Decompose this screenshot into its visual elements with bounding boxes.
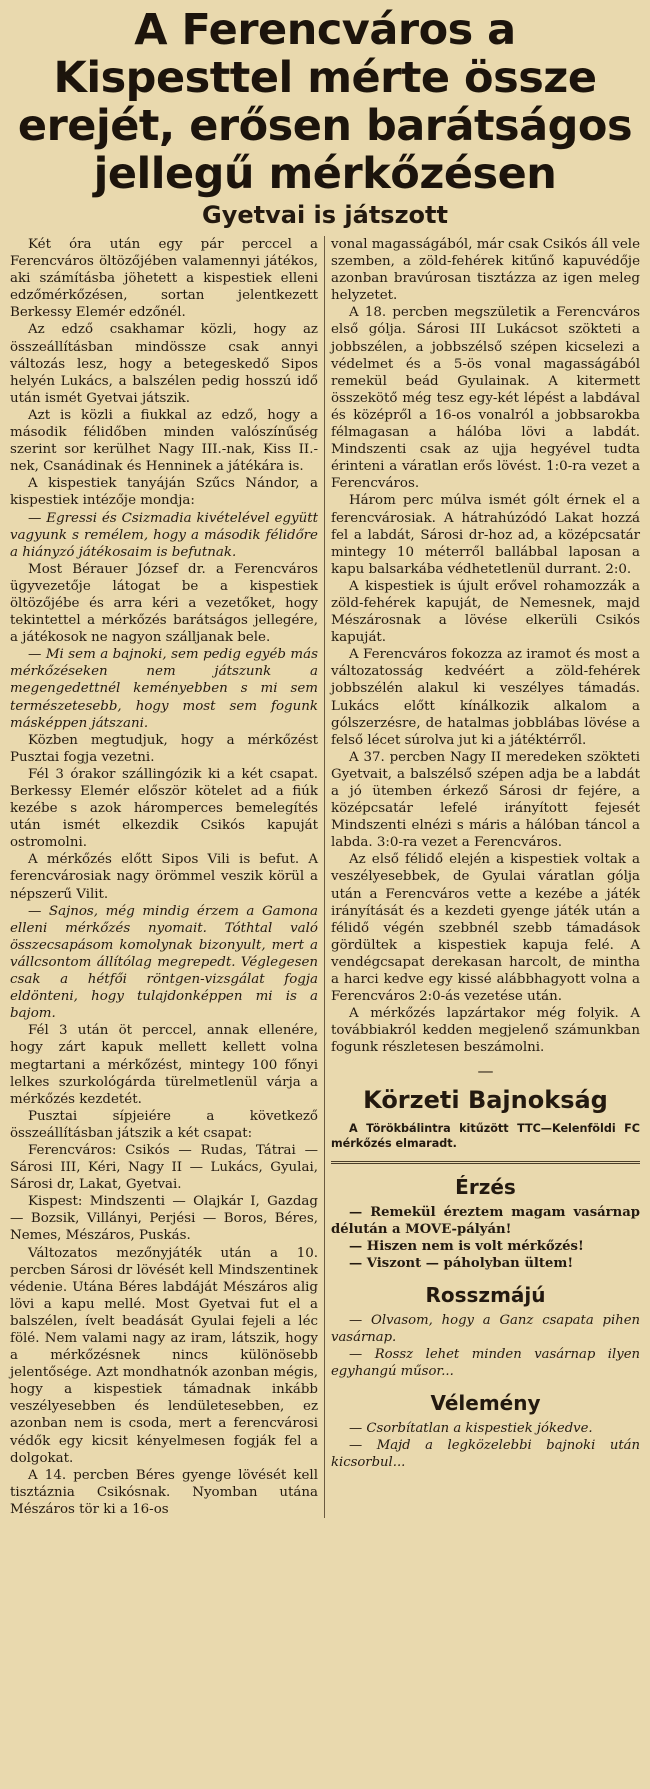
article-paragraph: — Sajnos, még mindig érzem a Gamona elleni mérkőzés nyomait. Tóthtal való összecsapásom komolynak bizonyult, mert a vállcsontom állítólag megrepedt. Véglegesen csak a hétfői röntgen-vizsgálat fogja eldönteni, hogy tulajdonképpen mi is a bajom. — [10, 903, 318, 1022]
joke-title: Rosszmájú — [425, 1282, 546, 1307]
joke-line: — Csorbítatlan a kispestiek jókedve. — [349, 1420, 593, 1436]
article-columns — [10, 236, 640, 1518]
article-paragraph: A Ferencváros fokozza az iramot és most a változatosság kedvéért a zöld-fehérek jobbszélén alakul ki veszélyes támadás. Lukács előtt kínálkozik alkalom a gólszerzésre, de hatalmas jobblábas lövése a felső lécet súrolva jut ki a játéktérről. — [331, 647, 640, 748]
joke-line: — Remekül éreztem magam vasárnap délután a MOVE-pályán! — [331, 1204, 640, 1237]
article-paragraph: A 18. percben megszületik a Ferencváros első gólja. Sárosi III Lukácsot szökteti a jobbszélen, a jobbszélső szépen kicselezi a védelmet és a 5-ös vonal magasságából remekül beád Gyulainak. A kitermett összekötő még tesz egy-két lépést a labdával és középről a 16-os vonalról a jobbsarokba félmagasan a hálóba lövi a labdát. Mindszenti csak az ujja hegyével tudta érinteni a váratlan erős lövést. 1:0-ra vezet a Ferencváros. — [331, 305, 640, 492]
article-paragraph: — Egressi és Csizmadia kivételével együtt vagyunk s remélem, hogy a második félidőre a hiányzó játékosaim is befutnak. — [10, 510, 318, 560]
article-paragraph: Három perc múlva ismét gólt érnek el a ferencvárosiak. A hátrahúzódó Lakat hozzá fel a labdát, Sárosi dr-hoz ad, a középcsatár mintegy 10 méterről ballábbal laposan a kapu balsarkába védhetetlenül durrant. 2:0. — [331, 493, 640, 577]
article-paragraph: Az edző csakhamar közli, hogy az összeállításban mindössze csak annyi változás lesz, hogy a betegeskedő Sipos helyén Lukács, a balszélen pedig hosszú idő után ismét Gyetvai játszik. — [10, 322, 318, 406]
article-paragraph: Változatos mezőnyjáték után a 10. percben Sárosi dr lövését kell Mindszentinek védenie. Utána Béres labdáját Mészáros alig lövi a kapu mellé. Most Gyetvai fut el a balszélen, ívelt beadását Gyulai fejeli a léc fölé. Nem valami nagy az iram, látszik, hogy a mérkőzésnek nincs különösebb jelentősége. Azt mondhatnók azonban mégis, hogy a kispestiek támadnak inkább veszélyesebben és lendületesebben, ez azonban nem is csoda, mert a ferencvárosi védők egy kicsit kényelmesen fogják fel a dolgokat. — [10, 1245, 318, 1466]
joke-line: — Rossz lehet minden vasárnap ilyen egyhangú műsor... — [331, 1346, 640, 1379]
article-paragraph: A 14. percben Béres gyenge lövését kell tisztáznia Csikósnak. Nyomban utána Mészáros tör ki a 16-os — [10, 1467, 318, 1517]
article-paragraph: Kispest: Mindszenti — Olajkár I, Gazdag — Bozsik, Villányi, Perjési — Boros, Béres, Nemes, Mészáros, Puskás. — [10, 1194, 318, 1244]
article-paragraph: A mérkőzés előtt Sipos Vili is befut. A ferencvárosiak nagy örömmel veszik körül a népszerű Vilit. — [10, 852, 318, 902]
article-paragraph: A kispestiek tanyáján Szűcs Nándor, a kispestiek intézője mondja: — [10, 476, 318, 509]
joke-title: Vélemény — [430, 1390, 541, 1415]
joke-line: — Hiszen nem is volt mérkőzés! — [349, 1238, 584, 1254]
article-paragraph: Pusztai sípjeiére a következő összeállításban játszik a két csapat: — [10, 1108, 318, 1141]
article-paragraph: Az első félidő elején a kispestiek voltak a veszélyesebbek, de Gyulai váratlan gólja után a Ferencváros vette a kezébe a játék irányítását és a kezdeti gyenge játék után a félidő végén szebbnél szebb támadások gördültek a kispestiek kapuja felé. A vendégcsapat derekasan harcolt, de mintha a harci kedve egy kissé alábbhagyott volna a Ferencváros 2:0-ás vezetése után. — [331, 852, 640, 1005]
article-paragraph: A mérkőzés lapzártakor még folyik. A továbbiakról kedden megjelenő számunkban fogunk részletesen beszámolni. — [331, 1006, 640, 1056]
article-paragraph: A 37. percben Nagy II meredeken szökteti Gyetvait, a balszélső szépen adja be a labdát a jó ütemben érkező Sárosi dr fejére, a középcsatár lefelé irányított fejesét Mindszenti elnézi s máris a hálóban táncol a labda. 3:0-ra vezet a Ferencváros. — [331, 749, 640, 851]
article-paragraph: — Mi sem a bajnoki, sem pedig egyéb más mérkőzéseken nem játszunk a megengedettnél keményebben s mi sem természetesebb, hogy most sem fogunk másképpen játszani. — [10, 647, 318, 731]
headline: A Ferencváros a Kispesttel mérte össze erejét, erősen barátságos jellegű mérkőzésen — [17, 5, 633, 199]
article-paragraph: A kispestiek is újult erővel rohamozzák a zöld-fehérek kapuját, de Nemesnek, majd Mészárosnak a lövése elkerüli Csikós kapuját. — [331, 578, 640, 646]
article-paragraph: Két óra után egy pár perccel a Ferencváros öltözőjében valamennyi játékos, aki számításba jöhetett a kispestiek elleni edzőmérkőzésen, sortan jelentkezett Berkessy Elemér edzőnél. — [10, 237, 318, 321]
joke-line: — Viszont — páholyban ültem! — [349, 1255, 574, 1271]
article-paragraph: Ferencváros: Csikós — Rudas, Tátrai — Sárosi III, Kéri, Nagy II — Lukács, Gyulai, Sárosi dr, Lakat, Gyetvai. — [10, 1142, 318, 1193]
district-championship-title: Körzeti Bajnokság — [363, 1085, 608, 1114]
article-continuation — [331, 236, 640, 1057]
article-paragraph: Azt is közli a fiukkal az edző, hogy a második félidőben minden valószínűség szerint sor kerülhet Nagy III.-nak, Kiss II.-nek, Csanádinak és Henninek a játékára is. — [10, 407, 318, 475]
left-column — [10, 236, 325, 1518]
double-rule — [331, 1161, 640, 1164]
joke-title: Érzés — [455, 1174, 516, 1199]
joke-line: — Olvasom, hogy a Ganz csapata pihen vasárnap. — [331, 1312, 640, 1345]
jokes-box — [331, 1174, 640, 1471]
subheadline: Gyetvai is játszott — [202, 201, 448, 229]
article-paragraph: Most Bérauer József dr. a Ferencváros ügyvezetője látogat be a kispestiek öltözőjébe és arra kéri a vezetőket, hogy tekintettel a mérkőzés barátságos jellegére, a játékosok ne nagyon szálljanak bele. — [10, 561, 318, 646]
article-paragraph: Fél 3 órakor szállingózik ki a két csapat. Berkessy Elemér először kötelet ad a fiúk kezébe s azok háromperces bemelegítés után ismét elkezdik Csikós kapuját ostromolni. — [10, 766, 318, 851]
article-paragraph: Közben megtudjuk, hogy a mérkőzést Pusztai fogja vezetni. — [10, 732, 318, 765]
section-divider: — — [477, 1060, 494, 1080]
article-paragraph: vonal magasságából, már csak Csikós áll vele szemben, a zöld-fehérek kitűnő kapuvédője azonban bravúrosan tisztázza az igen meleg helyzetet. — [331, 237, 640, 304]
district-championship-text: A Törökbálintra kitűzött TTC—Kelenföldi FC mérkőzés elmaradt. — [331, 1121, 640, 1150]
article-paragraph: Fél 3 után öt perccel, annak ellenére, hogy zárt kapuk mellett kellett volna megtartani a mérkőzést, mintegy 100 főnyi lelkes szurkológárda türelmetlenül várja a mérkőzés kezdetét. — [10, 1023, 318, 1107]
right-column — [325, 236, 640, 1518]
joke-line: — Majd a legközelebbi bajnoki után kicsorbul... — [331, 1437, 640, 1470]
